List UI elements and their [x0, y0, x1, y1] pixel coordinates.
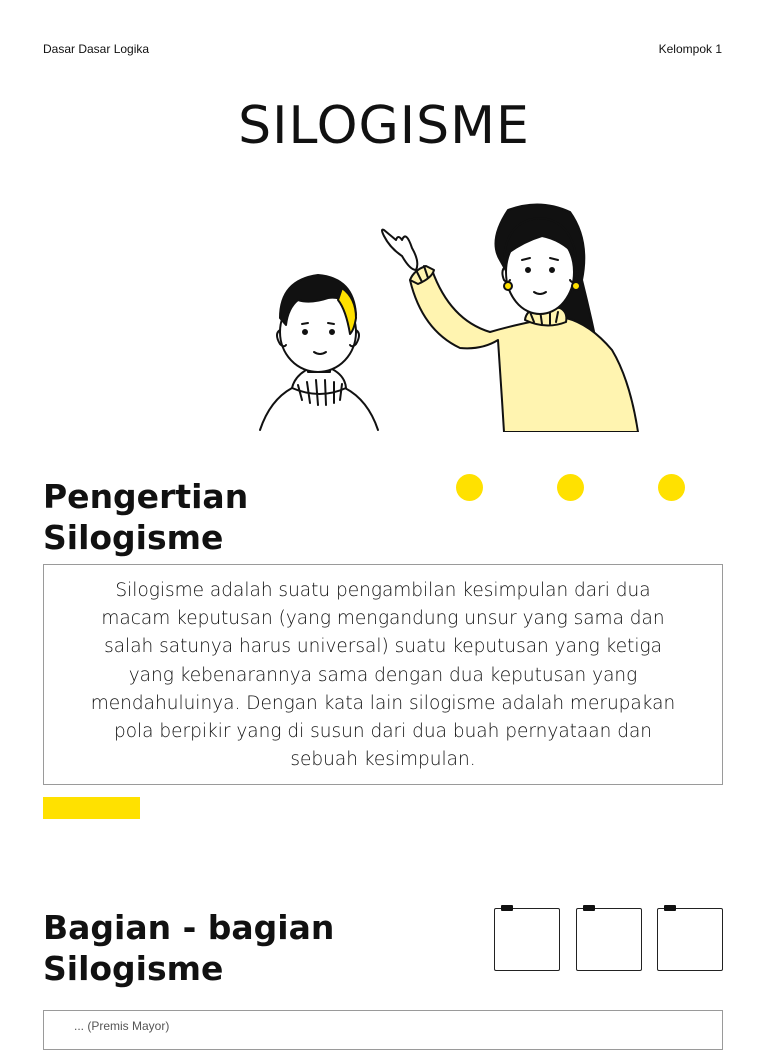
- yellow-accent-bar: [43, 797, 140, 819]
- pinned-note-icon: [657, 908, 723, 971]
- definition-text: Silogisme adalah suatu pengambilan kesimpulan dari dua macam keputusan (yang mengandung unsur yang sama dan salah satunya harus universal) suatu keputusan yang ketiga yang kebenarannya sama dengan dua keputusan yang mendahuluinya. Dengan kata lain silogisme adalah merupakan pola berpikir yang di susun dari dua buah pernyataan dan sebuah kesimpulan.: [90, 580, 676, 771]
- page-title: SILOGISME: [238, 96, 530, 156]
- section-heading-pengertian: [43, 476, 248, 558]
- yellow-dot-icon: [456, 474, 483, 501]
- heading-line: Silogisme: [43, 949, 224, 988]
- pin-icon: [583, 905, 595, 911]
- pin-icon: [501, 905, 513, 911]
- yellow-dot-icon: [658, 474, 685, 501]
- group-label: Kelompok 1: [658, 42, 722, 56]
- pinned-note-icon: [576, 908, 642, 971]
- heading-line: Pengertian: [43, 477, 249, 516]
- heading-line: Silogisme: [43, 518, 224, 557]
- teacher-figure: [382, 204, 638, 432]
- definition-box: [43, 564, 723, 785]
- yellow-dot-icon: [557, 474, 584, 501]
- heading-line: Bagian - bagian: [43, 908, 335, 947]
- pin-icon: [664, 905, 676, 911]
- doc-subject: Dasar Dasar Logika: [43, 42, 150, 56]
- parts-box: [43, 1010, 723, 1050]
- teacher-student-illustration: [250, 200, 650, 432]
- pinned-note-icon: [494, 908, 560, 971]
- section-heading-bagian: [43, 907, 334, 989]
- parts-text: ... (Premis Mayor): [74, 1019, 170, 1033]
- boy-figure: [260, 275, 378, 430]
